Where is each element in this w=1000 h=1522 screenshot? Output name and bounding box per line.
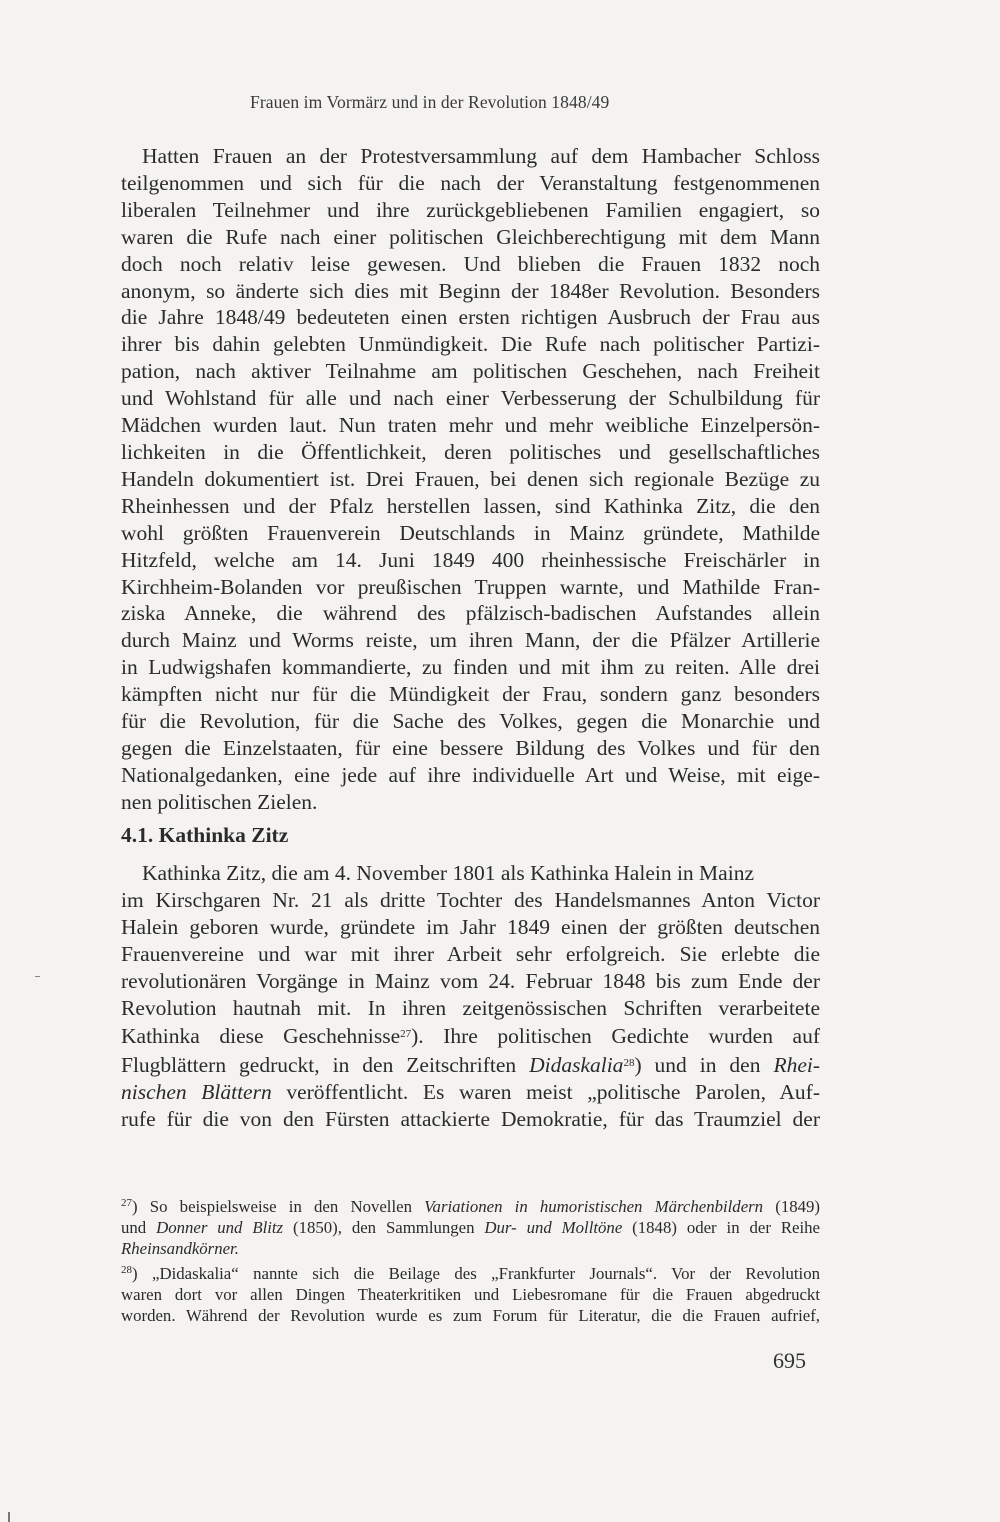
section-line: nischen Blättern veröffentlicht. Es waren meist „politische Parolen, Auf- [121,1080,820,1105]
body-line: lichkeiten in die Öffentlichkeit, deren politisches und gesellschaftliches [121,439,820,464]
body-line: ziska Anneke, die während des pfälzisch-badischen Aufstandes allein [121,601,820,626]
section-line: Revolution hautnah mit. In ihren zeitgenössischen Schriften verarbeitete [121,995,820,1020]
body-line: Rheinhessen und der Pfalz herstellen lassen, sind Kathinka Zitz, die den [121,493,820,518]
body-line: ihrer bis dahin gelebten Unmündigkeit. Die Rufe nach politischer Partizi- [121,332,820,357]
section-line: Kathinka Zitz, die am 4. November 1801 als Kathinka Halein in Mainz [142,861,754,885]
body-line: kämpften nicht nur für die Mündigkeit der Frau, sondern ganz besonders [121,682,820,707]
footnote-27: $^{27}$) So beispielsweise in den Novellen Variationen in humoristischen Märchenbildern (1849) [121,1197,821,1216]
body-line: anonym, so änderte sich dies mit Beginn der 1848er Revolution. Besonders [121,278,820,303]
body-line: pation, nach aktiver Teilnahme am politischen Geschehen, nach Freiheit [121,359,820,384]
section-line: Flugblättern gedruckt, in den Zeitschriften Didaskalia$^{28}$) und in den Rhei- [121,1053,820,1078]
running-head: Frauen im Vormärz und in der Revolution 1848/49 [250,92,610,112]
body-line: liberalen Teilnehmer und ihre zurückgebliebenen Familien engagiert, so [121,197,820,222]
footnote-ref: 27 [400,1028,412,1041]
body-line: Nationalgedanken, eine jede auf ihre individuelle Art und Weise, mit eige- [121,762,820,787]
body-line: wohl größten Frauenverein Deutschlands in Mainz gründete, Mathilde [121,520,820,545]
section-line: Frauenvereine und war mit ihrer Arbeit sehr erfolgreich. Sie erlebte die [121,941,820,966]
body-line: durch Mainz und Worms reiste, um ihren Mann, der die Pfälzer Artillerie [121,628,820,653]
footnotes [121,1193,820,1326]
body-line: in Ludwigshafen kommandierte, zu finden und mit ihm zu reiten. Alle drei [121,655,820,680]
body-line: die Jahre 1848/49 bedeuteten einen ersten richtigen Ausbruch der Frau aus [121,305,820,330]
footnote-27-cont: und Donner und Blitz (1850), den Sammlungen Dur- und Molltöne (1848) oder in der Reihe [121,1218,820,1238]
body-line: doch noch relativ leise gewesen. Und blieben die Frauen 1832 noch [121,251,820,276]
body-line: waren die Rufe nach einer politischen Gleichberechtigung mit dem Mann [121,224,820,249]
footnote-28-cont: waren dort vor allen Dingen Theaterkritiken und Liebesromane für die Frauen abgedruckt [121,1284,820,1304]
body-line: und Wohlstand für alle und nach einer Verbesserung der Schulbildung für [121,386,820,411]
body-line: Hatten Frauen an der Protestversammlung auf dem Hambacher Schloss [142,144,820,168]
footnote-27-cont: Rheinsandkörner. [121,1239,239,1259]
body-line: Mädchen wurden laut. Nun traten mehr und mehr weibliche Einzelpersön- [121,413,820,438]
page-number: 695 [773,1348,806,1373]
body-line: Hitzfeld, welche am 14. Juni 1849 400 rheinhessische Freischärler in [121,547,820,572]
section-line: rufe für die von den Fürsten attackierte Demokratie, für das Traumziel der [121,1107,820,1132]
margin-mark [35,976,40,977]
body-line: nen politischen Zielen. [121,789,318,814]
body-line: für die Revolution, für die Sache des Volkes, gegen die Monarchie und [121,709,820,734]
section-heading: 4.1. Kathinka Zitz [121,823,289,847]
section-line: Halein geboren wurde, gründete im Jahr 1849 einen der größten deutschen [121,914,820,939]
footnote-28-cont: worden. Während der Revolution wurde es zum Forum für Literatur, die die Frauen aufrief, [121,1306,820,1326]
section-line: im Kirschgaren Nr. 21 als dritte Tochter des Handelsmannes Anton Victor [121,887,820,912]
main-paragraph [121,143,820,816]
margin-mark [8,1512,10,1522]
section-line: revolutionären Vorgänge in Mainz vom 24. Februar 1848 bis zum Ende der [121,968,820,993]
body-line: gegen die Einzelstaaten, für eine bessere Bildung des Volkes und für den [121,735,820,760]
footnote-28: $^{28}$) „Didaskalia“ nannte sich die Beilage des „Frankfurter Journals“. Vor der Revolution [121,1263,820,1283]
section-line: Kathinka diese Geschehnisse$^{27}$). Ihre politischen Gedichte wurden auf [121,1024,820,1049]
body-line: Kirchheim-Bolanden vor preußischen Truppen warnte, und Mathilde Fran- [121,574,820,599]
section-paragraph [121,860,820,1133]
body-line: teilgenommen und sich für die nach der Veranstaltung festgenommenen [121,170,820,195]
footnote-ref: 28 [623,1057,635,1070]
body-line: Handeln dokumentiert ist. Drei Frauen, bei denen sich regionale Bezüge zu [121,466,820,491]
